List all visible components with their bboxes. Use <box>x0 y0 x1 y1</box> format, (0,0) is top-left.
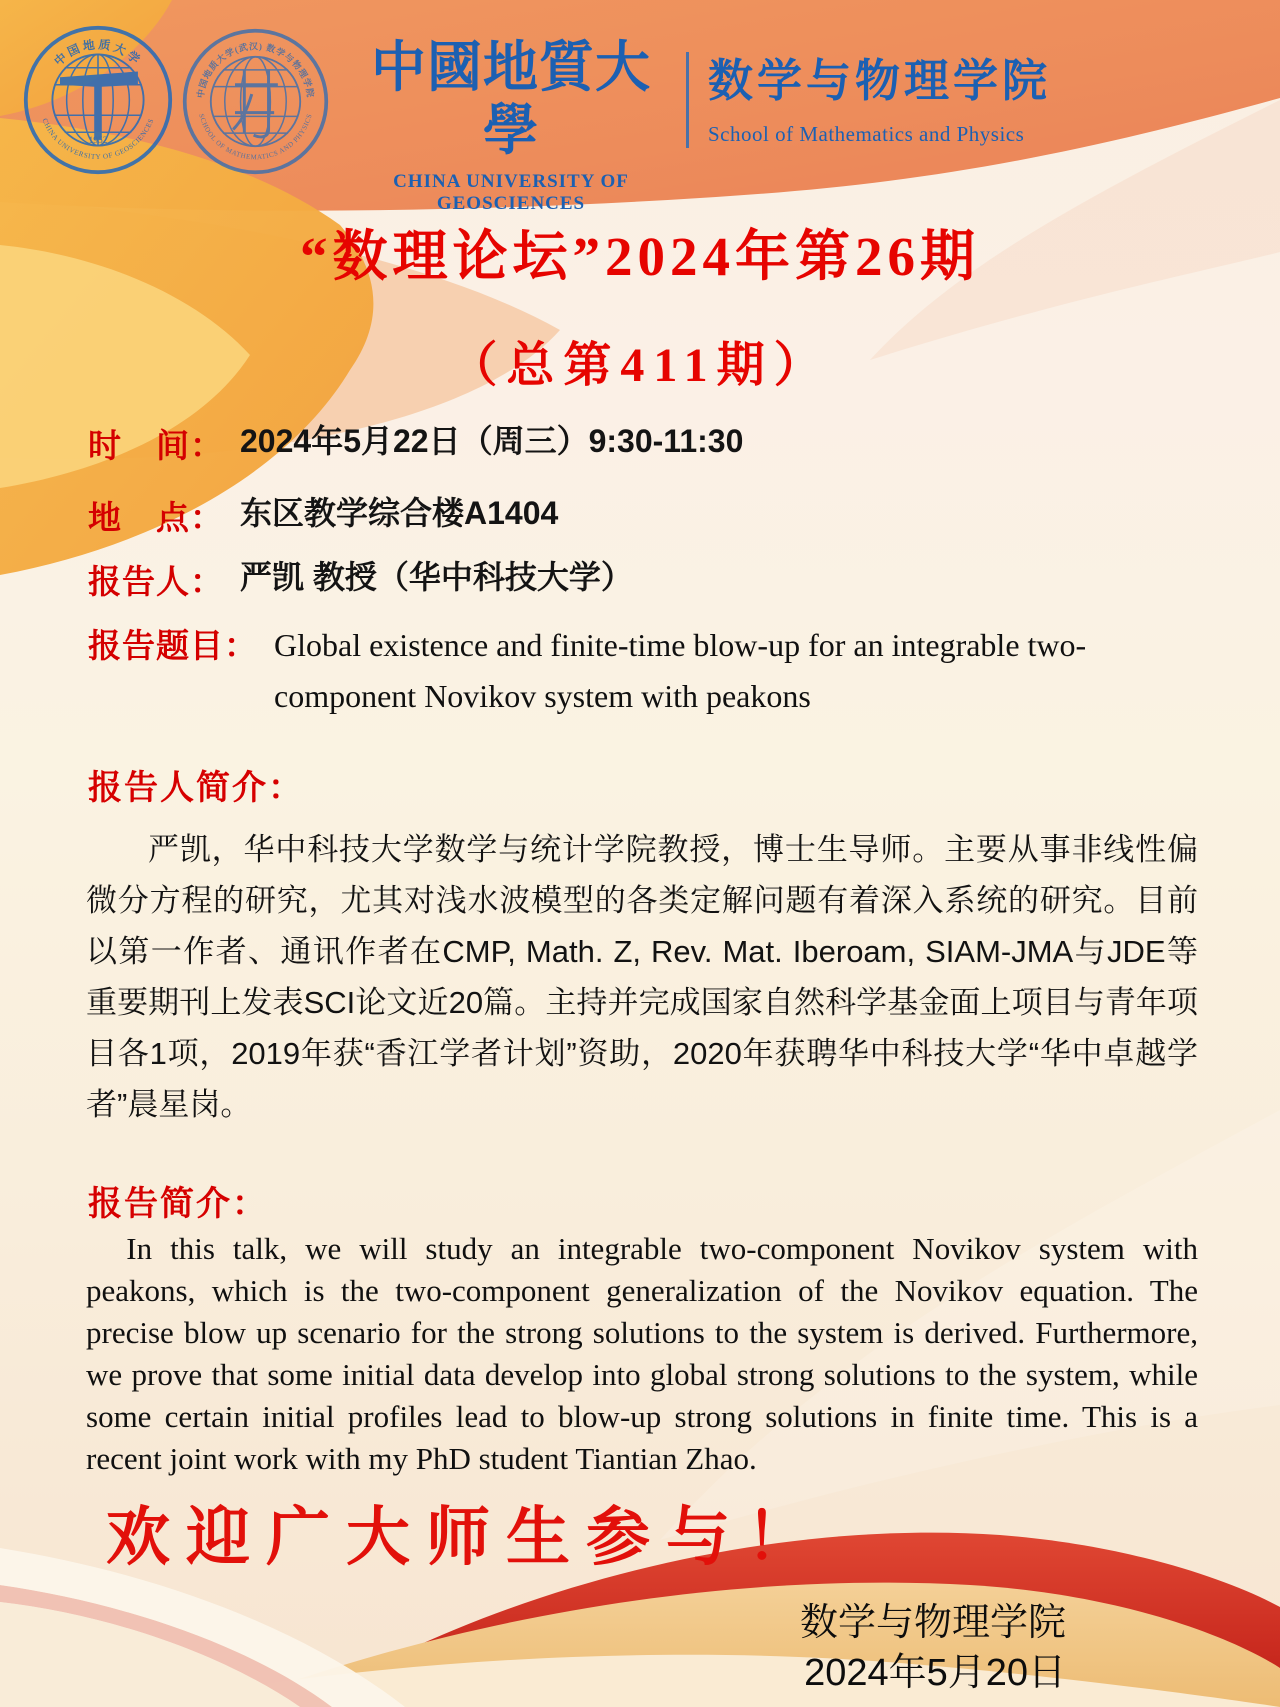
seal-ring-bottom-text: SCHOOL OF MATHEMATICS AND PHYSICS <box>197 112 314 162</box>
speaker-label: 报告人： <box>88 565 224 601</box>
speaker-row <box>88 556 1202 603</box>
university-name-en: CHINA UNIVERSITY OF GEOSCIENCES <box>393 170 629 214</box>
seal-ring-top-text: 中国地质大学(武汉) 数学与物理学院 <box>195 41 316 99</box>
school-name-en: School of Mathematics and Physics <box>708 122 1025 146</box>
place-row <box>88 492 1202 539</box>
university-seal-icon <box>22 24 174 176</box>
footer-date: 2024年5月20日 <box>804 1652 1066 1694</box>
bio-section-heading: 报告人简介： <box>88 770 304 807</box>
topic-value: Global existence and finite-time blow-up for an integrable two-component Novikov system with peakons <box>274 627 1087 715</box>
time-row <box>88 420 1202 467</box>
topic-row <box>88 620 1202 722</box>
university-name-cn: 中國地質大學 <box>370 37 651 162</box>
math-glyph <box>233 70 278 137</box>
hammer-glyph <box>60 72 138 140</box>
welcome-banner: 欢迎广大师生参与！ <box>106 1502 826 1573</box>
footer-org: 数学与物理学院 <box>799 1602 1066 1644</box>
issue-number: （总第411期） <box>449 339 831 392</box>
school-name-block <box>708 44 1051 147</box>
bio-paragraph: 严凯，华中科技大学数学与统计学院教授，博士生导师。主要从事非线性偏微分方程的研究，尤其对浅水波模型的各类定解问题有着深入系统的研究。目前以第一作者、通讯作者在CMP, Math. Z, Rev. Mat. Iberoam, SIAM-JMA与JDE等重要期刊上发表SCI论文近20篇。主持并完成国家自然科学基金面上项目与青年项目各1项，2019年获“香江学者计划”资助，2020年获聘华中科技大学“华中卓越学者”晨星岗。 <box>86 832 1198 1122</box>
time-value: 2024年5月22日（周三）9:30-11:30 <box>240 423 744 459</box>
time-label: 时 间： <box>88 429 224 465</box>
footer-signature <box>800 1598 1066 1698</box>
speaker-value: 严凯 教授（华中科技大学） <box>240 559 633 595</box>
place-value: 东区教学综合楼A1404 <box>240 495 559 531</box>
forum-title: “数理论坛”2024年第26期 <box>299 226 980 287</box>
school-name-cn: 数学与物理学院 <box>708 55 1052 106</box>
abstract-paragraph: In this talk, we will study an integrable two-component Novikov system with peakons, which is the two-component generalization of the Novikov equation. The precise blow up scenario for the strong solutions to the system is derived. Furthermore, we prove that some initial data develop into global strong solutions to the system, while some certain initial profiles lead to blow-up strong solutions in finite time. This is a recent joint work with my PhD student Tiantian Zhao. <box>86 1231 1198 1476</box>
poster-title <box>0 212 1280 395</box>
seal-year-text: 1952 <box>88 135 108 146</box>
university-name-block <box>346 36 676 215</box>
topic-label: 报告题目： <box>88 629 258 665</box>
seal-ring-top-text: 中国地质大学 <box>51 37 145 69</box>
place-label: 地 点： <box>88 501 224 537</box>
school-seal-icon <box>181 27 330 176</box>
seal-ring-bottom-text: CHINA UNIVERSITY OF GEOSCIENCES <box>40 117 156 161</box>
header-divider <box>686 52 689 148</box>
abstract-section-heading: 报告简介： <box>88 1186 268 1223</box>
